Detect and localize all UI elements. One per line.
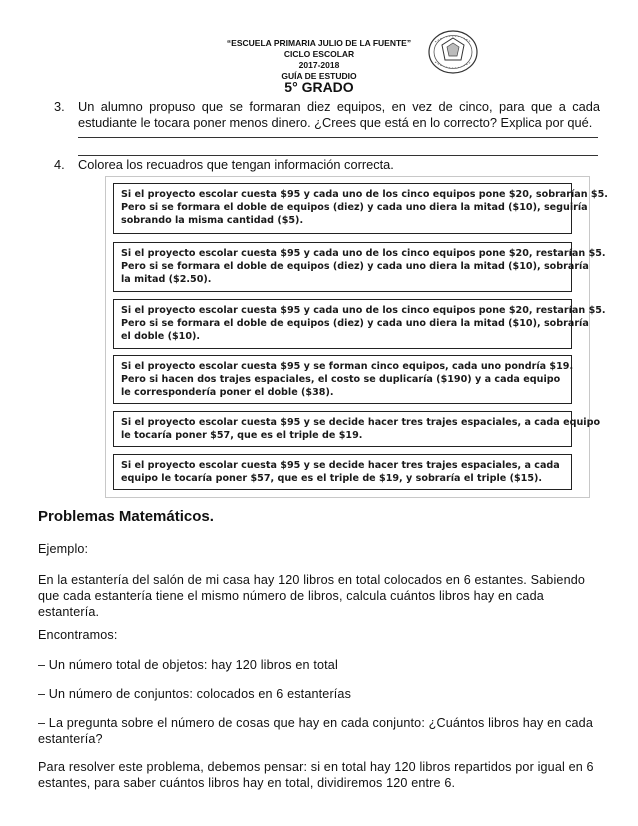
question-3 [54,99,600,131]
option-line: Si el proyecto escolar cuesta $95 y cada uno de los cinco equipos pone $20, restarían $5. [121,248,606,259]
school-header [0,38,638,82]
found-item: – Un número de conjuntos: colocados en 6 estanterías [38,687,352,701]
school-cycle: CICLO ESCOLAR [283,49,355,59]
option-line: el doble ($10). [121,331,201,343]
question-4 [54,157,600,173]
school-name: “ESCUELA PRIMARIA JULIO DE LA FUENTE” [226,38,412,48]
found-item: – La pregunta sobre el número de cosas que hay en cada conjunto: ¿Cuántos libros hay en cada estantería? [38,716,593,746]
solution-text: Para resolver este problema, debemos pensar: si en total hay 120 libros repartidos por igual en 6 estantes, para saber cuántos libros hay en total, dividiremos 120 entre 6. [38,760,594,790]
question-number: 3. [54,99,65,114]
found-label: Encontramos: [38,628,118,642]
answer-line[interactable] [78,155,598,156]
section-title: Problemas Matemáticos. [38,508,214,525]
option-box[interactable] [113,454,572,490]
option-box[interactable] [113,411,601,447]
question-text: Colorea los recuadros que tengan información correcta. [78,157,394,172]
option-box[interactable] [113,242,606,292]
option-line: Si el proyecto escolar cuesta $95 y se decide hacer tres trajes espaciales, a cada [121,460,560,471]
option-line: equipo le tocaría poner $57, que es el triple de $19, y sobraría el triple ($15). [121,473,543,485]
option-line: Pero si hacen dos trajes espaciales, el costo se duplicaría ($190) y a cada equipo [121,374,561,386]
question-number: 4. [54,157,65,172]
option-line: la mitad ($2.50). [121,274,212,286]
school-years: 2017-2018 [298,60,340,70]
option-line: le correspondería poner el doble ($38). [121,387,334,399]
option-line: Pero si se formara el doble de equipos (diez) y cada uno diera la mitad ($10), sobraría [121,318,589,330]
school-seal-icon [427,28,479,76]
guide-label: GUÍA DE ESTUDIO [281,71,357,81]
option-line: Pero si se formara el doble de equipos (diez) y cada uno diera la mitad ($10), sobraría [121,261,589,273]
option-line: Pero si se formara el doble de equipos (diez) y cada uno diera la mitad ($10), seguiría [121,202,588,214]
problem-text: En la estantería del salón de mi casa hay 120 libros en total colocados en 6 estantes. Sabiendo que cada estantería tiene el mismo número de libros, calcula cuántos libros hay en cada estantería. [38,573,586,619]
grade-title: 5° GRADO [284,79,354,95]
option-line: Si el proyecto escolar cuesta $95 y se forman cinco equipos, cada uno pondría $19. [121,361,574,372]
option-line: sobrando la misma cantidad ($5). [121,215,304,227]
example-label: Ejemplo: [38,542,89,556]
option-line: Si el proyecto escolar cuesta $95 y se decide hacer tres trajes espaciales, a cada equipo [121,417,601,428]
found-item: – Un número total de objetos: hay 120 libros en total [38,658,338,672]
question-text: Un alumno propuso que se formaran diez equipos, en vez de cinco, para que a cada estudiante le tocara poner menos dinero. ¿Crees que está en lo correcto? Explica por qué. [78,99,600,130]
option-box[interactable] [113,183,608,234]
option-box[interactable] [113,299,606,349]
option-line: le tocaría poner $57, que es el triple de $19. [121,430,363,442]
option-line: Si el proyecto escolar cuesta $95 y cada uno de los cinco equipos pone $20, sobrarían $5. [121,189,608,200]
option-line: Si el proyecto escolar cuesta $95 y cada uno de los cinco equipos pone $20, restarían $5. [121,305,606,316]
option-box[interactable] [113,355,572,404]
answer-line[interactable] [78,137,598,138]
